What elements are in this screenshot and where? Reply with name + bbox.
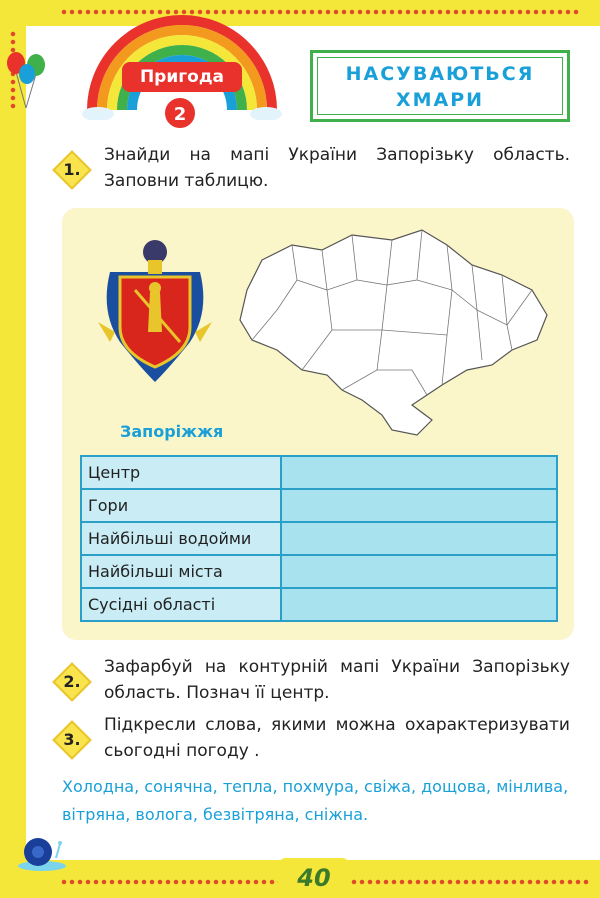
table-row [81, 522, 557, 555]
task-2-number: 2. [63, 672, 81, 691]
page-number: 40 [278, 858, 350, 898]
table-row-label: Гори [81, 489, 281, 522]
table-row-value-input[interactable] [281, 588, 557, 621]
table-row-label: Центр [81, 456, 281, 489]
region-info-table [80, 455, 558, 622]
table-row-value-input[interactable] [281, 555, 557, 588]
table-row-value-input[interactable] [281, 489, 557, 522]
table-row-label: Сусідні області [81, 588, 281, 621]
table-row [81, 588, 557, 621]
table-row [81, 489, 557, 522]
bottom-dots-decoration [60, 878, 280, 886]
table-row-label: Найбільші міста [81, 555, 281, 588]
task-3-badge [52, 720, 92, 760]
lesson-title [313, 61, 567, 113]
table-row [81, 456, 557, 489]
task-3-number: 3. [63, 730, 81, 749]
bottom-dots-decoration-right [350, 878, 590, 886]
lesson-title-line2: ХМАРИ [395, 89, 485, 111]
weather-words-list[interactable]: Холодна, сонячна, тепла, похмура, свіжа, дощова, мінлива, вітряна, волога, безвітряна, сніжна. [62, 777, 569, 824]
task-2-text: Зафарбуй на контурній мапі України Запорізьку область. Познач її центр. [104, 657, 570, 703]
table-row [81, 555, 557, 588]
task-3-text: Підкресли слова, якими можна охарактеризувати сьогодні погоду . [104, 715, 570, 761]
task-2-badge [52, 662, 92, 702]
table-row-value-input[interactable] [281, 456, 557, 489]
adventure-number: 2 [163, 96, 197, 130]
table-row-label: Найбільші водойми [81, 522, 281, 555]
lesson-title-box [310, 50, 570, 122]
adventure-label: Пригода [122, 62, 242, 92]
task-1-badge [52, 150, 92, 190]
task-1-number: 1. [63, 160, 81, 179]
left-border [0, 0, 26, 898]
task-1-text: Знайди на мапі України Запорізьку область. Заповни таблицю. [104, 145, 570, 191]
coat-of-arms-icon [90, 232, 220, 392]
balloons-icon [4, 50, 48, 110]
ukraine-map [232, 220, 552, 450]
region-name: Запоріжжя [120, 422, 224, 441]
table-row-value-input[interactable] [281, 522, 557, 555]
snail-icon [12, 832, 68, 872]
lesson-title-line1: НАСУВАЮТЬСЯ [345, 63, 535, 85]
